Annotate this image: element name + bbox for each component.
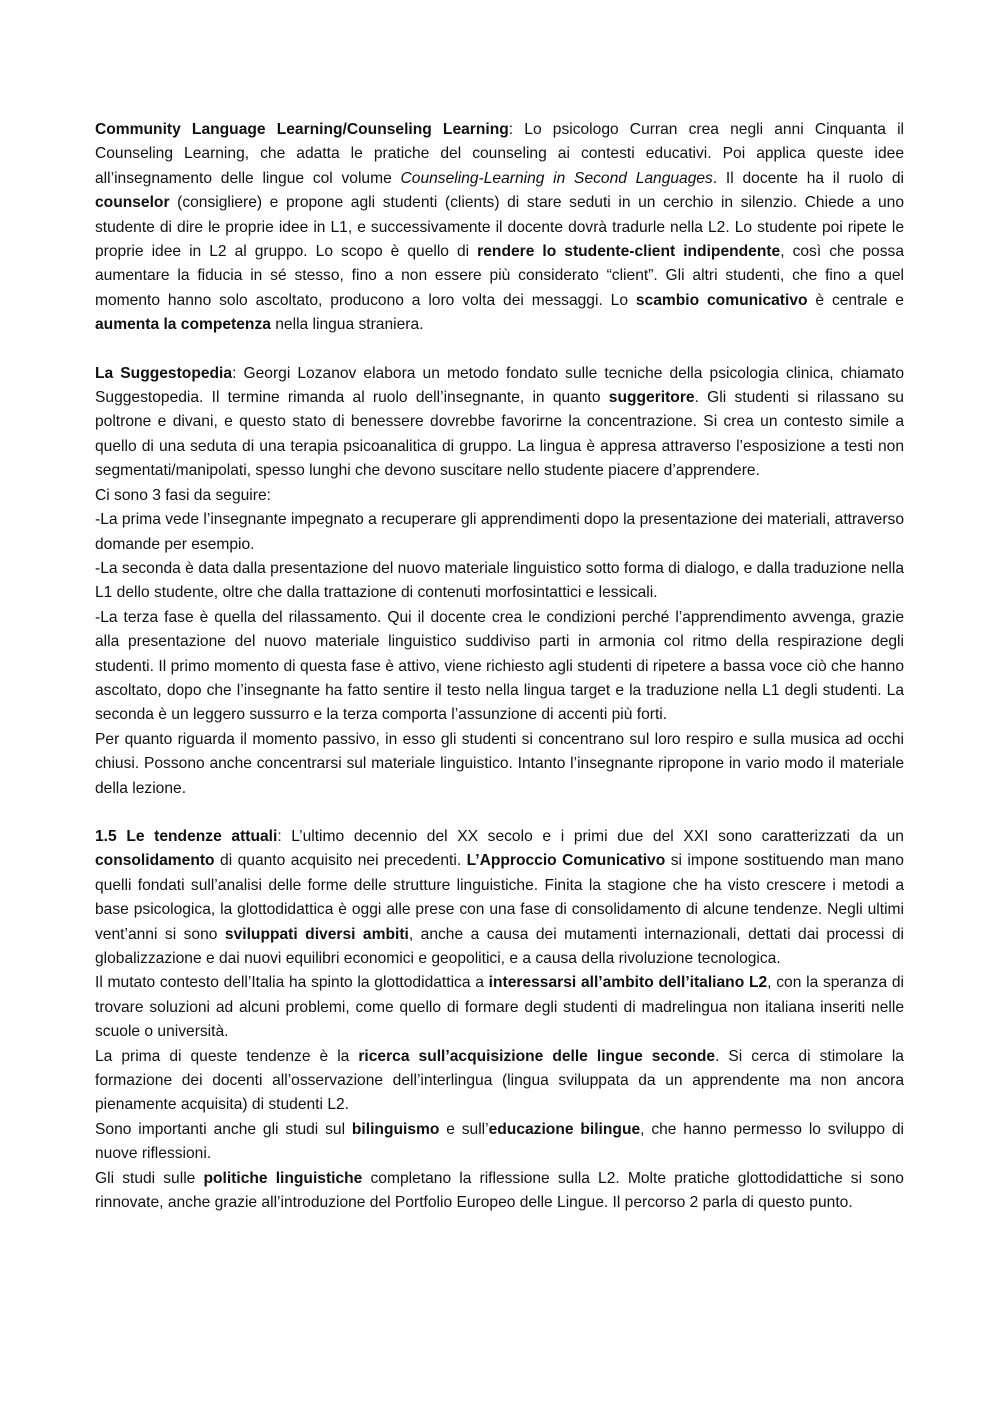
section-3 [95,825,904,1216]
text-run: è centrale e [807,291,904,309]
bold-text: consolidamento [95,852,215,870]
bold-text: suggeritore [608,389,695,407]
paragraph [95,1167,904,1216]
paragraph [95,971,904,1044]
text-run: e sull’ [439,1120,489,1138]
text-run: . Gli studenti si rilassano su poltrone e divani, e questo stato di benessere dovrebbe favorirne la concentrazione. Si crea un contesto simile a quello di una seduta di una terapia psicoanalitica di gruppo. La lingua è appresa attraverso l’esposizione a testi non segmentati/manipolati, spesso lunghi che devono suscitare nello studente piacere d’apprendere. [95,389,904,480]
text-run: : Georgi Lozanov elabora un metodo fondato sulle tecniche della psicologia clinica, chiamato Suggestopedia. Il termine rimanda al ruolo dell’insegnante, in quanto [95,364,904,407]
text-run: . Si cerca di stimolare la formazione dei docenti all’osservazione dell’interlingua (lingua sviluppata da un apprendente ma non ancora pienamente acquisita) di studenti L2. [95,1047,904,1114]
bold-text: sviluppati diversi ambiti [224,925,409,943]
text-run: La prima di queste tendenze è la [95,1047,359,1065]
bold-text: interessarsi all’ambito dell’italiano L2 [488,974,768,992]
text-run: -La seconda è data dalla presentazione del nuovo materiale linguistico sotto forma di dialogo, e dalla traduzione nella L1 dello studente, oltre che dalla trattazione di contenuti morfosintattici e lessicali. [95,559,904,602]
bold-text: rendere lo studente-client indipendente [477,243,781,261]
text-run: : L’ultimo decennio del XX secolo e i primi due del XXI sono caratterizzati da un [277,827,904,845]
text-run: si impone sostituendo man mano quelli fondati sull’analisi delle forme delle strutture linguistiche. Finita la stagione che ha visto crescere i metodi a base psicologica, la glottodidattica è oggi alle prese con una fase di consolidamento di alcune tendenze. Negli ultimi vent’anni si sono [95,852,904,943]
paragraph [95,825,904,971]
bold-text: ricerca sull’acquisizione delle lingue seconde [358,1047,716,1065]
section-2 [95,362,904,801]
bold-text: scambio comunicativo [635,291,808,309]
paragraph [95,606,904,728]
text-run: -La terza fase è quella del rilassamento. Qui il docente crea le condizioni perché l’apprendimento avvenga, grazie alla presentazione del nuovo materiale linguistico suddiviso parti in armonia col ritmo della respirazione degli studenti. Il primo momento di questa fase è attivo, viene richiesto agli studenti di ripetere a bassa voce ciò che hanno ascoltato, dopo che l’insegnante ha fatto sentire il testo nella lingua target e la traduzione nella L1 degli studenti. La seconda è un leggero sussurro e la terza comporta l’assunzione di accenti più forti. [95,608,904,724]
bold-text: L’Approccio Comunicativo [466,852,666,870]
bold-text: educazione bilingue [488,1120,641,1138]
bold-text: Community Language Learning/Counseling Learning [95,121,509,138]
paragraph [95,1045,904,1118]
text-run: , che hanno permesso lo sviluppo di nuove riflessioni. [95,1120,904,1163]
text-run: Per quanto riguarda il momento passivo, in esso gli studenti si concentrano sul loro respiro e sulla musica ad occhi chiusi. Possono anche concentrarsi sul materiale linguistico. Intanto l’insegnante ripropone in vario modo il materiale della lezione. [95,730,904,797]
bold-text: La Suggestopedia [95,364,233,382]
bold-text: politiche linguistiche [203,1169,363,1187]
paragraph [95,1118,904,1167]
bold-text: bilinguismo [351,1120,440,1138]
paragraph [95,362,904,484]
text-run: di quanto acquisito nei precedenti. [214,852,467,870]
paragraph [95,484,904,508]
text-run: : Lo psicologo Curran crea negli anni Cinquanta il Counseling Learning, che adatta le pratiche del counseling ai contesti educativi. Poi applica queste idee all’insegnamento delle lingue col volume [95,121,905,187]
bold-text: counselor [95,194,170,212]
paragraph [95,728,904,801]
text-run: Gli studi sulle [95,1169,204,1187]
paragraph [95,508,904,557]
text-run: completano la riflessione sulla L2. Molte pratiche glottodidattiche si sono rinnovate, anche grazie all’introduzione del Portfolio Europeo delle Lingue. Il percorso 2 parla di questo punto. [95,1169,904,1212]
text-run: Sono importanti anche gli studi sul [95,1120,352,1138]
text-run: . Il docente ha il ruolo di [712,169,905,187]
section-1 [95,118,904,338]
document-body [95,118,904,1215]
text-run: -La prima vede l’insegnante impegnato a recuperare gli apprendimenti dopo la presentazione dei materiali, attraverso domande per esempio. [95,511,904,553]
paragraph [95,557,904,606]
bold-text: 1.5 Le tendenze attuali [95,827,278,845]
text-run: Il mutato contesto dell’Italia ha spinto la glottodidattica a [95,974,489,992]
text-run: nella lingua straniera. [270,316,424,334]
text-run: (consigliere) e propone agli studenti (clients) di stare seduti in un cerchio in silenzio. Chiede a uno studente di dire le proprie idee in L1, e successivamente il docente dovrà tradurle nella L2. Lo studente poi ripete le proprie idee in L2 al gruppo. Lo scopo è quello di [95,194,904,261]
text-run: Ci sono 3 fasi da seguire: [95,486,271,504]
text-run: , così che possa aumentare la fiducia in sé stesso, fino a non essere più considerato “client”. Gli altri studenti, che fino a quel momento hanno solo ascoltato, producono a loro volta dei messaggi. Lo [95,243,904,309]
bold-text: aumenta la competenza [95,316,271,334]
text-run: , anche a causa dei mutamenti internazionali, dettati dai processi di globalizzazione e dai nuovi equilibri economici e geopolitici, e a causa della rivoluzione tecnologica. [95,925,905,967]
text-run: , con la speranza di trovare soluzioni ad alcuni problemi, come quello di formare degli studenti di madrelingua non italiana inseriti nelle scuole o università. [95,974,904,1041]
paragraph [95,118,904,338]
italic-text: Counseling-Learning in Second Languages [400,169,713,187]
